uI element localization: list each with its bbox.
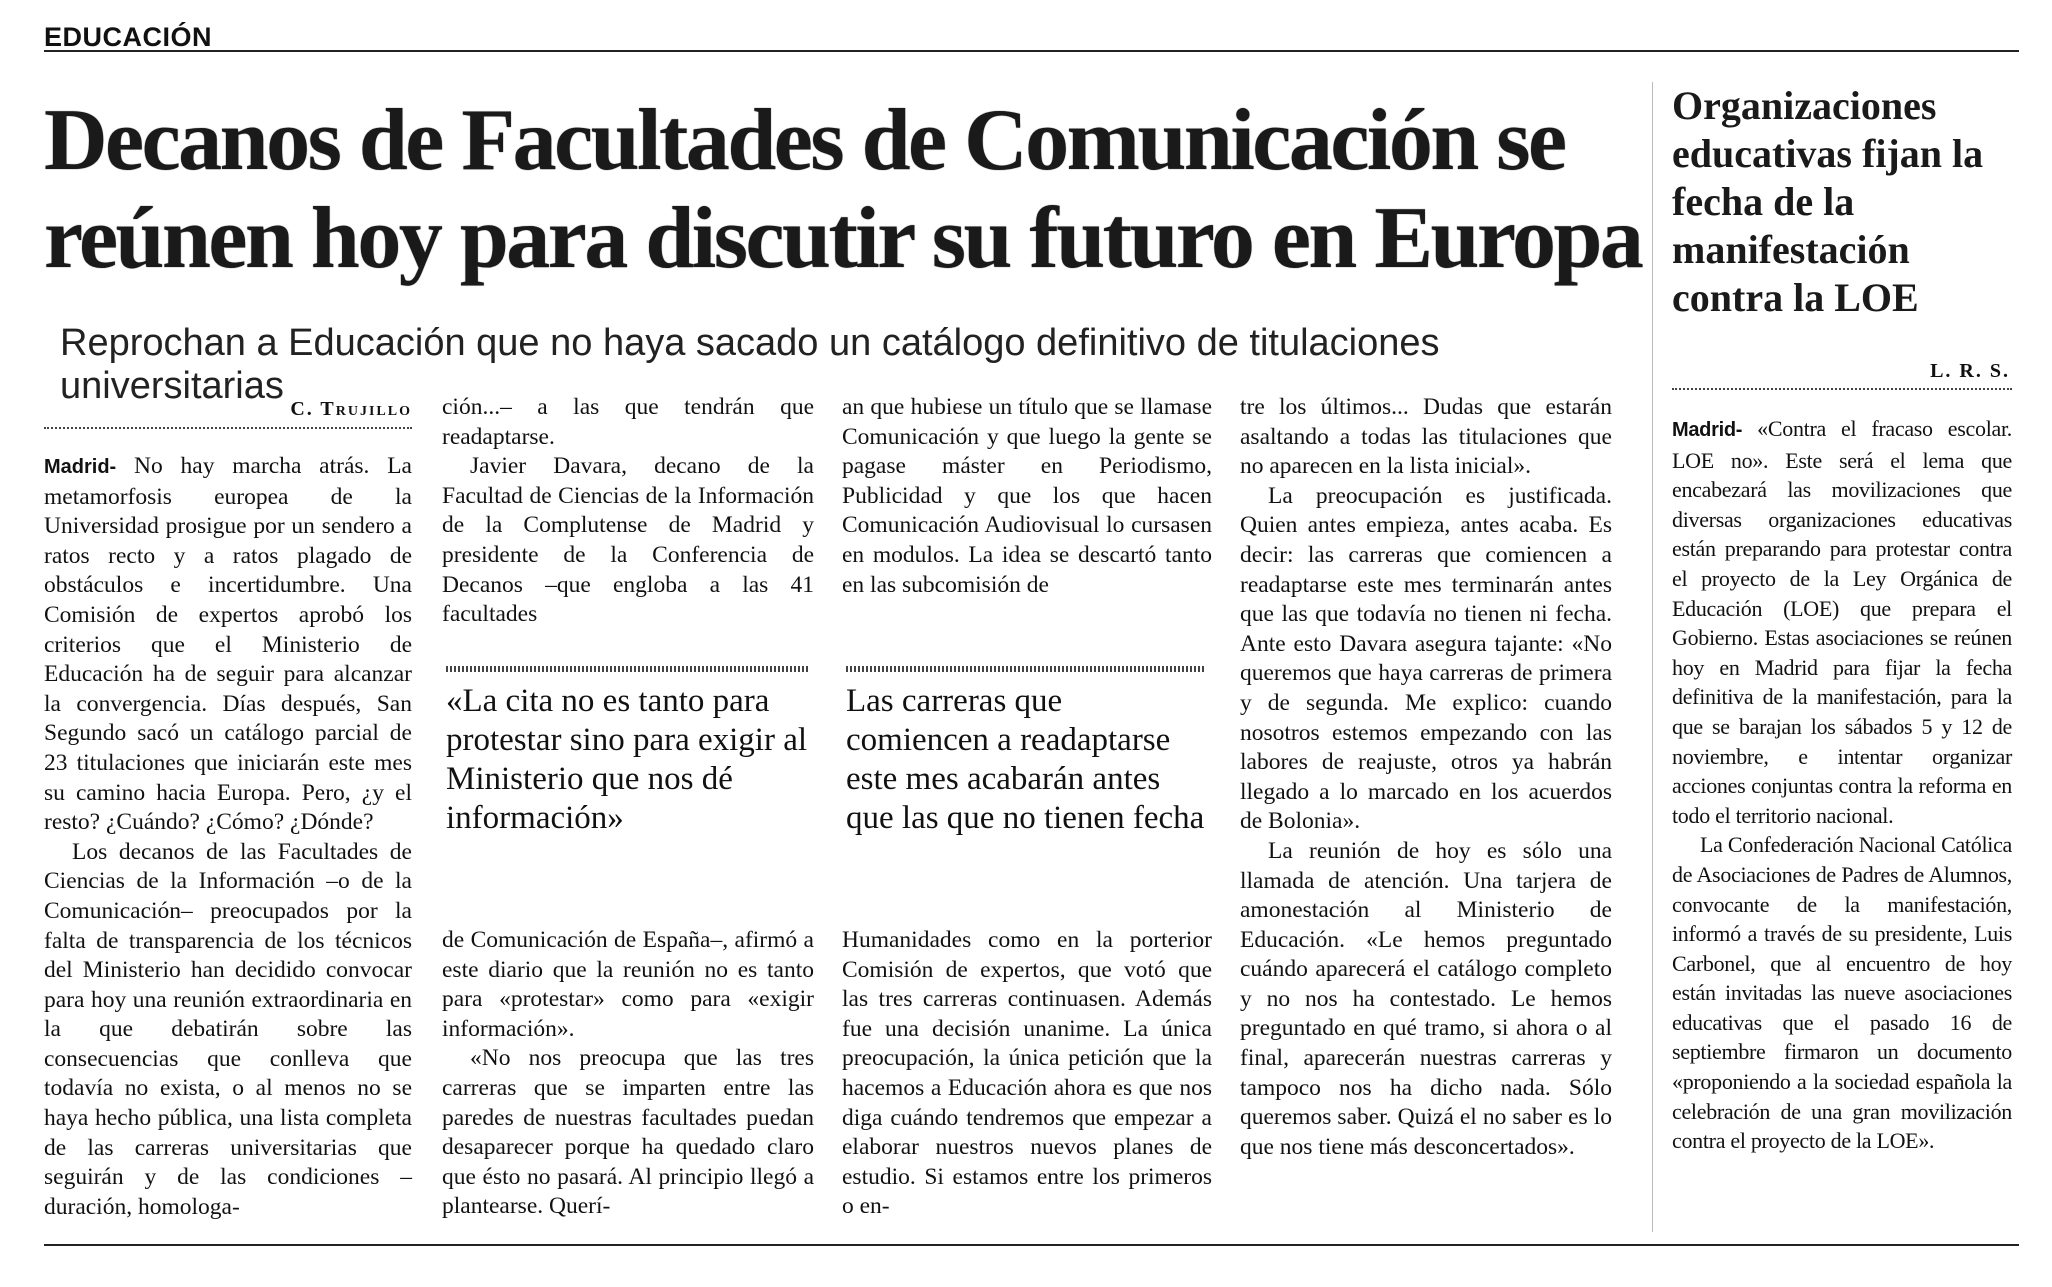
article-column-3-bottom [842, 926, 1212, 1236]
section-rule [44, 50, 2019, 52]
byline-rule [44, 427, 412, 429]
article-column-2-top [442, 393, 814, 628]
section-label: EDUCACIÓN [44, 22, 213, 52]
article-column-3-top [842, 393, 1212, 605]
article-column-2-bottom [442, 926, 814, 1236]
dateline: Madrid- [44, 456, 117, 478]
main-headline: Decanos de Facultades de Comunicación se reúnen hoy para discutir su futuro en Europa [44, 92, 1642, 287]
main-byline: C. Trujillo [290, 398, 412, 420]
paragraph: Humanidades como en la porterior Comisión de expertos, que votó que las tres carreras continuasen. Además fue una decisión unanime. La única preocupación, la única petición que la hacemos a Educación ahora es que nos diga cuándo tendremos que empezar a elaborar nuestros nuevos planes de estudio. Si estamos entre los primeros o en- [842, 927, 1212, 1220]
pullquote-2: Las carreras que comiencen a readaptarse este mes acabarán antes que las que no tienen fecha [846, 683, 1205, 836]
sidebar-headline: Organizaciones educativas fijan la fecha de la manifestación contra la LOE [1672, 83, 1984, 320]
sidebar-column [1672, 414, 2012, 1236]
byline-rule [1672, 388, 2012, 390]
paragraph: La Confederación Nacional Católica de Asociaciones de Padres de Alumnos, convocante de la manifestación, informó a través de su presidente, Luis Carbonel, que al encuentro de hoy están invitadas las nueve asociaciones educativas que el pasado 16 de septiembre firmaron un documento «proponiendo a la sociedad española la celebración de una gran movilización contra el proyecto de la LOE». [1672, 832, 2012, 1154]
paragraph: Javier Davara, decano de la Facultad de Ciencias de la Información de la Complutense de Madrid y presidente de la Conferencia de Decanos –que engloba a las 41 facultades [442, 453, 814, 628]
article-column-4 [1240, 393, 1612, 1236]
paragraph: La reunión de hoy es sólo una llamada de atención. Una tarjera de amonestación al Ministerio de Educación. «Le hemos preguntado cuándo aparecerá el catálogo completo y no nos ha contestado. Le hemos preguntado en qué tramo, si ahora o al final, aparecerán nuestras carreras y tampoco nos ha dicho nada. Sólo queremos saber. Quizá el no saber es lo que nos tiene más desconcertados». [1240, 837, 1612, 1160]
paragraph: tre los últimos... Dudas que estarán asaltando a todas las titulaciones que no aparecen en la lista inicial». [1240, 394, 1612, 480]
article-column-1 [44, 452, 412, 1232]
bottom-rule [44, 1244, 2019, 1246]
paragraph: ción...– a las que tendrán que readaptarse. [442, 394, 814, 450]
pullquote-rule [446, 666, 808, 672]
paragraph: «Contra el fracaso escolar. LOE no». Este será el lema que encabezará las movilizaciones que diversas organizaciones educativas están preparando para protestar contra el proyecto de la Ley Orgánica de Educación (LOE) que prepara el Gobierno. Estas asociaciones se reúnen hoy en Madrid para fijar la fecha definitiva de la manifestación, para la que se barajan los sábados 5 y 12 de noviembre, e intentar organizar acciones conjuntas contra la reforma en todo el territorio nacional. [1672, 416, 2012, 828]
sidebar-byline: L. R. S. [1930, 360, 2010, 382]
pullquote-1: «La cita no es tanto para protestar sino para exigir al Ministerio que nos dé información» [446, 683, 808, 836]
paragraph: «No nos preocupa que las tres carreras que se imparten entre las paredes de nuestras facultades puedan desaparecer porque ha quedado claro que ésto no pasará. Al principio llegó a plantearse. Querí- [442, 1045, 814, 1220]
paragraph: an que hubiese un título que se llamase Comunicación y que luego la gente se pagase máster en Periodismo, Publicidad y que los que hacen Comunicación Audiovisual lo cursasen en modulos. La idea se descartó tanto en las subcomisión de [842, 394, 1212, 598]
paragraph: No hay marcha atrás. La metamorfosis europea de la Universidad prosigue por un sendero a ratos recto y a ratos plagado de obstáculos e incertidumbre. Una Comisión de expertos aprobó los criterios que el Ministerio de Educación ha de seguir para alcanzar la convergencia. Días después, San Segundo sacó un catálogo parcial de 23 titulaciones que iniciarán este mes su camino hacia Europa. Pero, ¿y el resto? ¿Cuándo? ¿Cómo? ¿Dónde? [44, 453, 412, 836]
paragraph: La preocupación es justificada. Quien antes empieza, antes acaba. Es decir: las carreras que comiencen a readaptarse este mes terminarán antes que las que todavía no tienen ni fecha. Ante esto Davara asegura tajante: «No queremos que haya carreras de primera y de segunda. Me explico: cuando nosotros estemos empezando con las labores de reajuste, otros ya habrán llegado a lo marcado en los acuerdos de Bolonia». [1240, 482, 1612, 835]
sidebar-divider [1652, 82, 1653, 1232]
pullquote-rule [846, 666, 1206, 672]
paragraph: de Comunicación de España–, afirmó a este diario que la reunión no es tanto para «protestar» como para «exigir información». [442, 927, 814, 1042]
main-subheadline: Reprochan a Educación que no haya sacado un catálogo definitivo de titulaciones universitarias [60, 322, 1440, 407]
paragraph: Los decanos de las Facultades de Ciencias de la Información –o de la Comunicación– preocupados por la falta de transparencia de los técnicos del Ministerio han decidido convocar para hoy una reunión extraordinaria en la que debatirán sobre las consecuencias que conlleva que todavía no exista, o al menos no se haya hecho pública, una lista completa de las carreras universitarias que seguirán y de las condiciones –duración, homologa- [44, 838, 412, 1220]
dateline: Madrid- [1672, 419, 1743, 441]
